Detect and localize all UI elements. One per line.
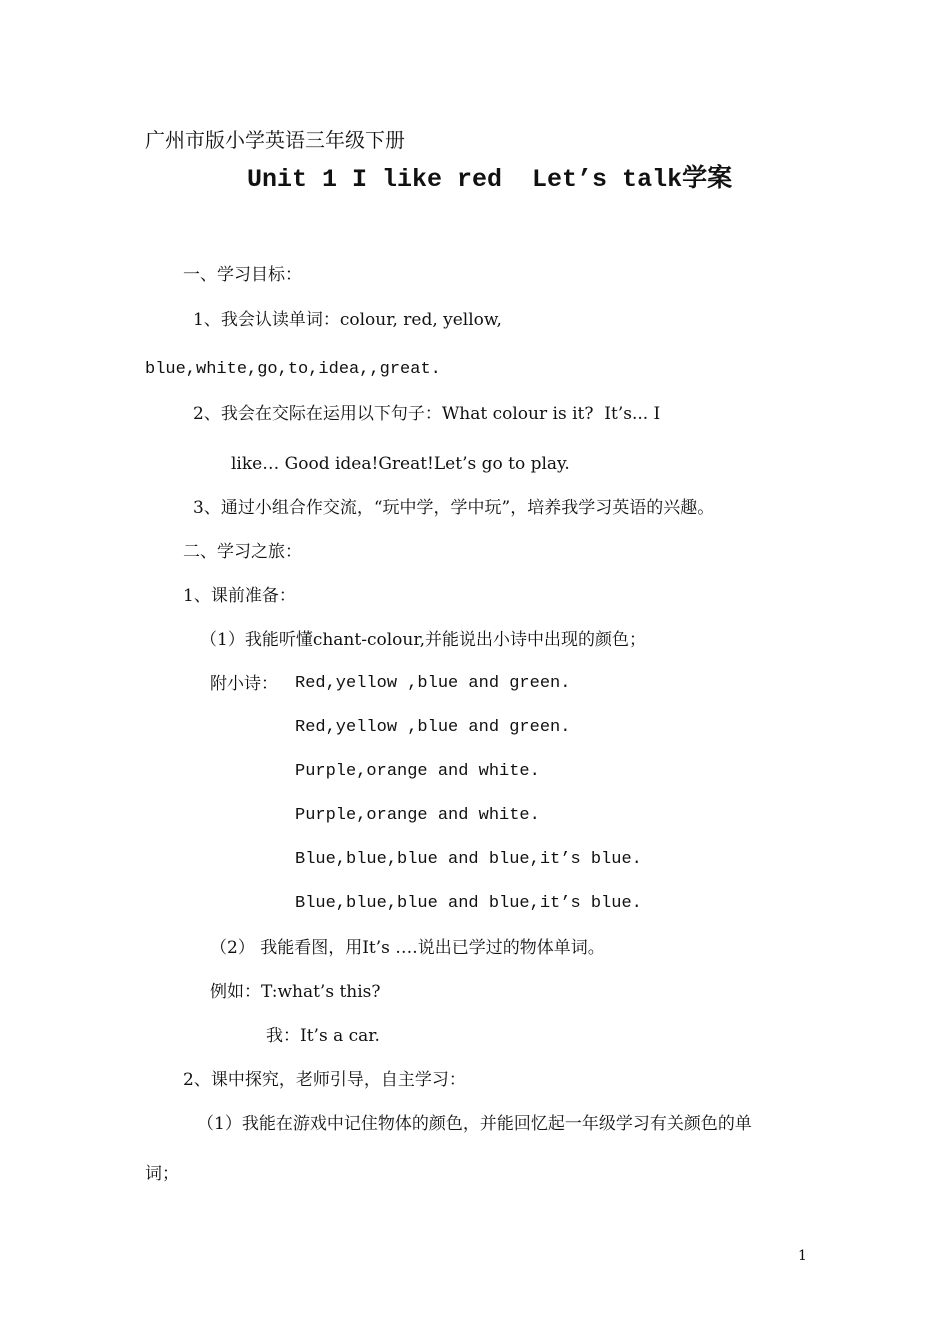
document-header: 广州市版小学英语三年级下册: [145, 128, 405, 152]
step-2-item-1: （1）我能在游戏中记住物体的颜色，并能回忆起一年级学习有关颜色的单: [197, 1114, 752, 1134]
poem-line-6: Blue,blue,blue and blue,it’s blue.: [295, 894, 642, 913]
poem-line-1: Red,yellow ,blue and green.: [295, 674, 571, 693]
document-title: Unit 1 I like red Let’s talk学案: [247, 165, 733, 194]
page-number: 1: [798, 1248, 807, 1264]
step-1-item-1: （1）我能听懂chant-colour,并能说出小诗中出现的颜色；: [200, 630, 646, 650]
step-2-heading: 2、课中探究，老师引导，自主学习：: [183, 1070, 466, 1090]
example-question: 例如：T:what’s this?: [210, 982, 381, 1002]
step-1-heading: 1、课前准备：: [183, 586, 296, 606]
goal-item-1-cont: blue,white,go,to,idea,,great.: [145, 360, 441, 379]
section-heading-journey: 二、学习之旅：: [183, 542, 302, 562]
goal-item-2-cont: like… Good idea!Great!Let’s go to play.: [231, 454, 570, 474]
goal-item-1: 1、我会认读单词：colour, red, yellow,: [193, 310, 502, 330]
goal-item-3: 3、通过小组合作交流，“玩中学，学中玩”，培养我学习英语的兴趣。: [193, 498, 715, 518]
poem-line-4: Purple,orange and white.: [295, 806, 540, 825]
example-answer: 我：It’s a car.: [266, 1026, 380, 1046]
section-heading-goals: 一、学习目标：: [183, 265, 302, 285]
step-2-item-1-cont: 词；: [145, 1164, 179, 1184]
step-1-item-2: （2） 我能看图，用It’s ….说出已学过的物体单词。: [210, 938, 605, 958]
poem-label: 附小诗：: [210, 674, 278, 694]
poem-line-3: Purple,orange and white.: [295, 762, 540, 781]
poem-line-5: Blue,blue,blue and blue,it’s blue.: [295, 850, 642, 869]
goal-item-2: 2、我会在交际在运用以下句子：What colour is it? It’s... I: [193, 404, 661, 424]
poem-line-2: Red,yellow ,blue and green.: [295, 718, 571, 737]
